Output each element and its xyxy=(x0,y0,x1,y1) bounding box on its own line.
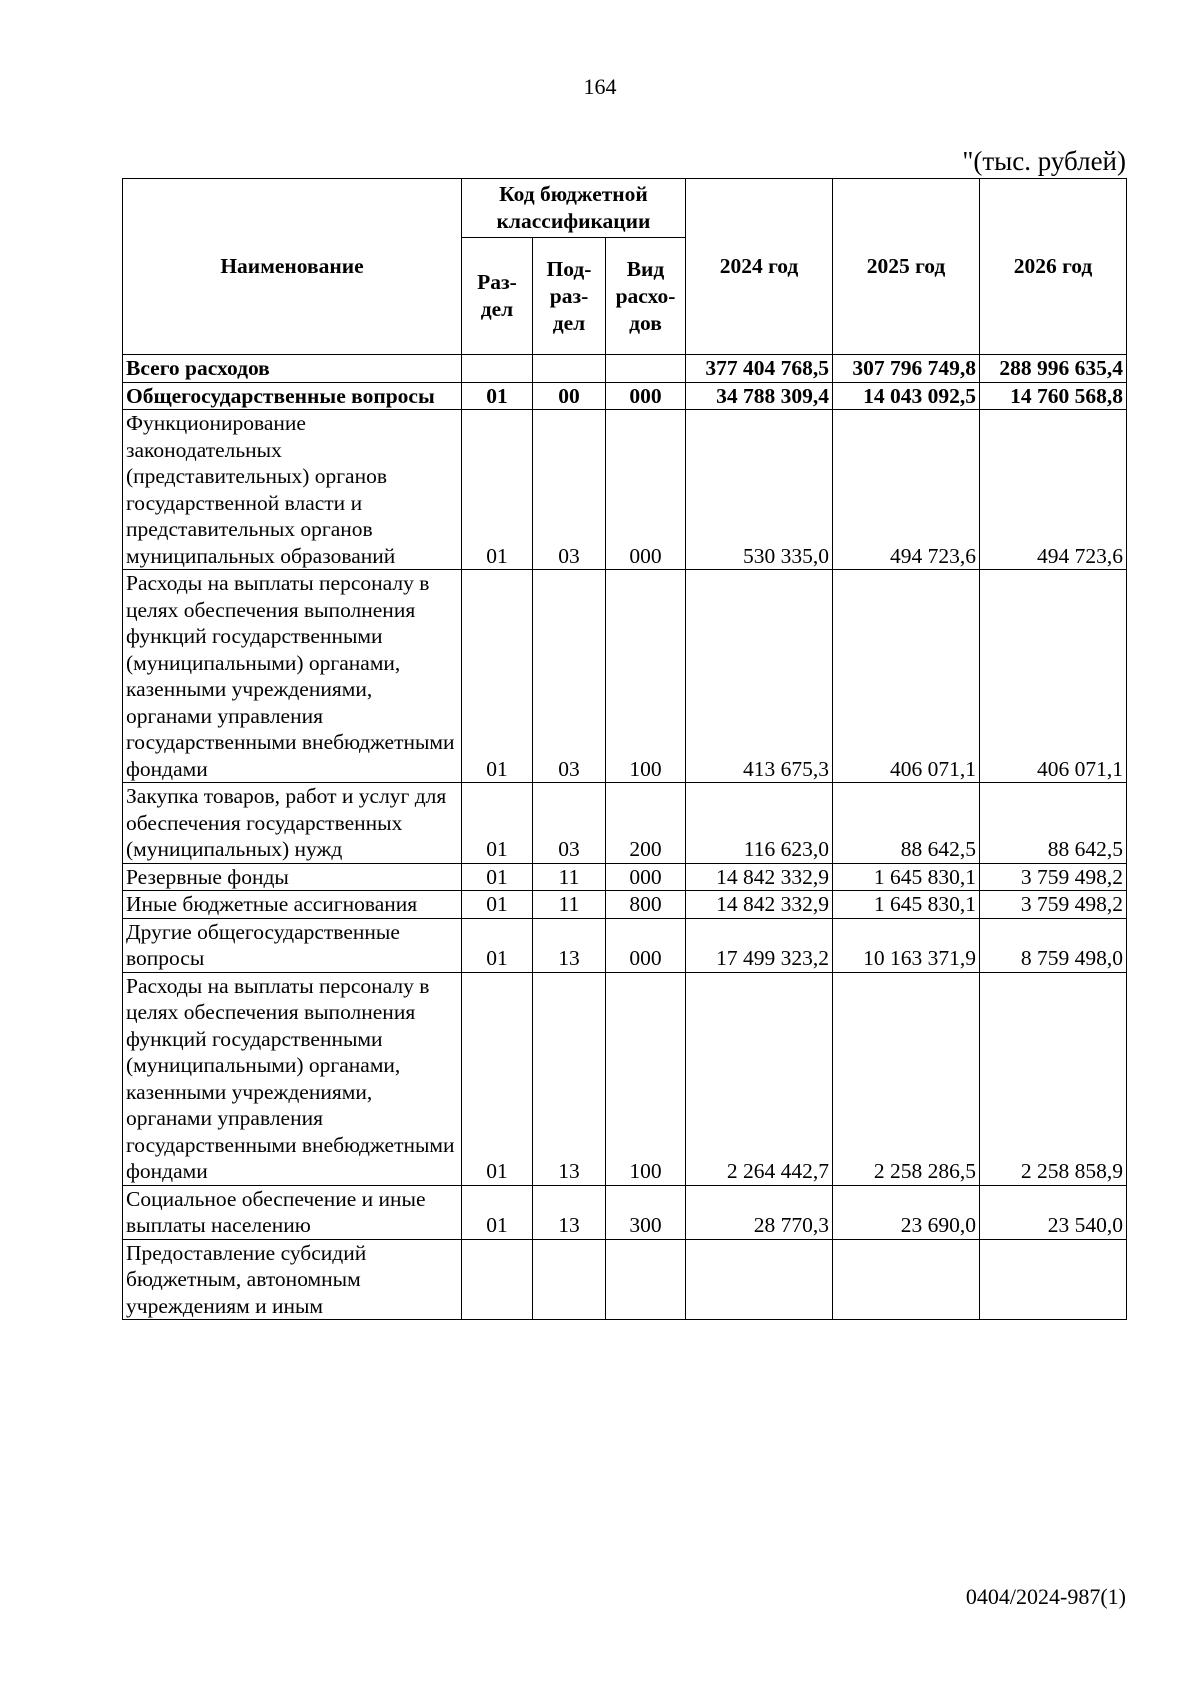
cell-name: Закупка товаров, работ и услуг для обеспечения государственных (муниципальных) нужд xyxy=(123,783,462,864)
cell-vid: 000 xyxy=(606,382,686,410)
header-vid: Вид расхо- дов xyxy=(606,238,686,355)
cell-razdel xyxy=(462,355,533,383)
cell-razdel: 01 xyxy=(462,1185,533,1239)
cell-2026: 14 760 568,8 xyxy=(980,382,1127,410)
cell-2024: 377 404 768,5 xyxy=(686,355,833,383)
cell-name: Расходы на выплаты персоналу в целях обеспечения выполнения функций государственными (муниципальными) органами, казенными учреждениями, органами управления государственными внебюджетными фондами xyxy=(123,972,462,1185)
cell-podrazdel: 13 xyxy=(533,918,606,972)
cell-2025: 10 163 371,9 xyxy=(833,918,980,972)
cell-2024: 413 675,3 xyxy=(686,570,833,783)
header-podrazdel: Под- раз- дел xyxy=(533,238,606,355)
cell-podrazdel: 03 xyxy=(533,570,606,783)
cell-vid: 300 xyxy=(606,1185,686,1239)
table-row xyxy=(123,382,1127,410)
cell-2024: 14 842 332,9 xyxy=(686,891,833,919)
cell-vid: 100 xyxy=(606,570,686,783)
cell-2024: 530 335,0 xyxy=(686,410,833,570)
cell-2024: 28 770,3 xyxy=(686,1185,833,1239)
cell-podrazdel xyxy=(533,355,606,383)
cell-2026: 88 642,5 xyxy=(980,783,1127,864)
cell-2025: 23 690,0 xyxy=(833,1185,980,1239)
table-row xyxy=(123,863,1127,891)
cell-podrazdel: 03 xyxy=(533,410,606,570)
cell-vid: 800 xyxy=(606,891,686,919)
cell-razdel: 01 xyxy=(462,570,533,783)
header-2024: 2024 год xyxy=(686,179,833,355)
cell-name: Иные бюджетные ассигнования xyxy=(123,891,462,919)
cell-vid xyxy=(606,1239,686,1320)
table-row xyxy=(123,891,1127,919)
cell-2025: 2 258 286,5 xyxy=(833,972,980,1185)
cell-2026: 406 071,1 xyxy=(980,570,1127,783)
cell-vid: 200 xyxy=(606,783,686,864)
cell-vid: 000 xyxy=(606,410,686,570)
cell-razdel: 01 xyxy=(462,863,533,891)
cell-2024: 2 264 442,7 xyxy=(686,972,833,1185)
cell-2026: 3 759 498,2 xyxy=(980,863,1127,891)
table-row xyxy=(123,918,1127,972)
cell-2026 xyxy=(980,1239,1127,1320)
cell-2025 xyxy=(833,1239,980,1320)
cell-podrazdel: 03 xyxy=(533,783,606,864)
cell-2026: 8 759 498,0 xyxy=(980,918,1127,972)
document-code: 0404/2024-987(1) xyxy=(965,1584,1126,1609)
cell-2026: 288 996 635,4 xyxy=(980,355,1127,383)
cell-name: Функционирование законодательных (представительных) органов государственной власти и представительных органов муниципальных образований xyxy=(123,410,462,570)
cell-2025: 14 043 092,5 xyxy=(833,382,980,410)
table-row xyxy=(123,410,1127,570)
header-row xyxy=(123,179,1127,238)
cell-2025: 494 723,6 xyxy=(833,410,980,570)
cell-name: Расходы на выплаты персоналу в целях обеспечения выполнения функций государственными (муниципальными) органами, казенными учреждениями, органами управления государственными внебюджетными фондами xyxy=(123,570,462,783)
units-label: "(тыс. рублей) xyxy=(962,146,1126,176)
header-razdel: Раз- дел xyxy=(462,238,533,355)
table-row xyxy=(123,972,1127,1185)
table-row xyxy=(123,570,1127,783)
cell-razdel: 01 xyxy=(462,410,533,570)
cell-2026: 2 258 858,9 xyxy=(980,972,1127,1185)
cell-podrazdel: 13 xyxy=(533,1185,606,1239)
cell-2025: 307 796 749,8 xyxy=(833,355,980,383)
cell-2024: 17 499 323,2 xyxy=(686,918,833,972)
cell-2025: 1 645 830,1 xyxy=(833,863,980,891)
cell-razdel xyxy=(462,1239,533,1320)
cell-name: Всего расходов xyxy=(123,355,462,383)
table-row-continued xyxy=(123,1239,1127,1320)
cell-razdel: 01 xyxy=(462,891,533,919)
budget-table xyxy=(122,178,1127,1320)
table-row xyxy=(123,783,1127,864)
header-2026: 2026 год xyxy=(980,179,1127,355)
cell-2026: 23 540,0 xyxy=(980,1185,1127,1239)
cell-vid: 000 xyxy=(606,918,686,972)
cell-podrazdel: 11 xyxy=(533,863,606,891)
header-2025: 2025 год xyxy=(833,179,980,355)
cell-razdel: 01 xyxy=(462,783,533,864)
cell-vid xyxy=(606,355,686,383)
cell-podrazdel: 11 xyxy=(533,891,606,919)
cell-2024: 116 623,0 xyxy=(686,783,833,864)
table-row-total xyxy=(123,355,1127,383)
cell-name: Другие общегосударственные вопросы xyxy=(123,918,462,972)
table-row xyxy=(123,1185,1127,1239)
page-number: 164 xyxy=(583,74,617,99)
cell-2026: 494 723,6 xyxy=(980,410,1127,570)
cell-razdel: 01 xyxy=(462,382,533,410)
header-name: Наименование xyxy=(123,179,462,355)
cell-podrazdel: 00 xyxy=(533,382,606,410)
cell-name: Предоставление субсидий бюджетным, автономным учреждениям и иным xyxy=(123,1239,462,1320)
cell-name: Резервные фонды xyxy=(123,863,462,891)
cell-podrazdel xyxy=(533,1239,606,1320)
cell-name: Общегосударственные вопросы xyxy=(123,382,462,410)
cell-vid: 000 xyxy=(606,863,686,891)
cell-2025: 88 642,5 xyxy=(833,783,980,864)
cell-2025: 1 645 830,1 xyxy=(833,891,980,919)
cell-name: Социальное обеспечение и иные выплаты населению xyxy=(123,1185,462,1239)
cell-podrazdel: 13 xyxy=(533,972,606,1185)
cell-vid: 100 xyxy=(606,972,686,1185)
cell-razdel: 01 xyxy=(462,918,533,972)
cell-2025: 406 071,1 xyxy=(833,570,980,783)
cell-2024 xyxy=(686,1239,833,1320)
cell-2024: 34 788 309,4 xyxy=(686,382,833,410)
cell-razdel: 01 xyxy=(462,972,533,1185)
cell-2024: 14 842 332,9 xyxy=(686,863,833,891)
cell-2026: 3 759 498,2 xyxy=(980,891,1127,919)
header-kbk: Код бюджетной классификации xyxy=(462,179,686,238)
